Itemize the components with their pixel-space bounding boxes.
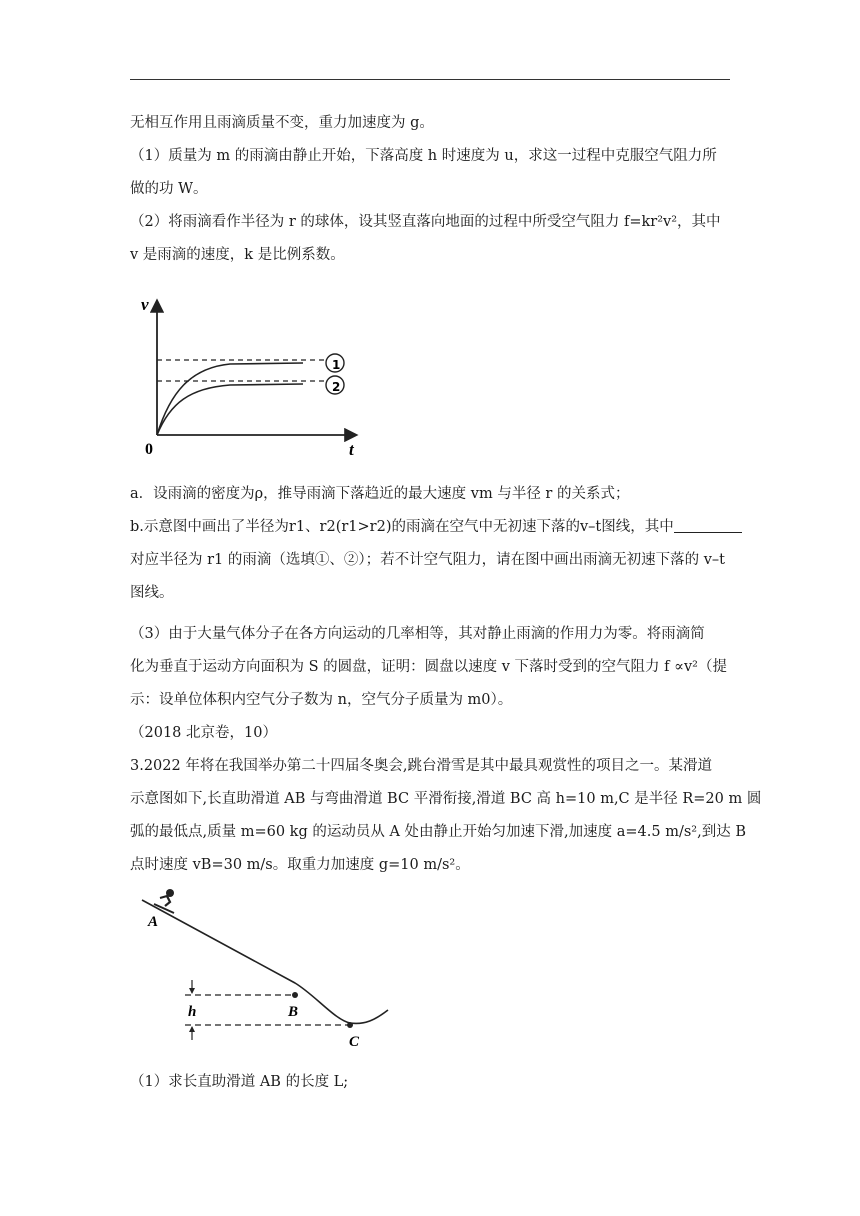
curve-1: [157, 363, 303, 435]
question-3-line-3: 示：设单位体积内空气分子数为 n，空气分子质量为 m0）。: [130, 692, 513, 708]
intro-line: 无相互作用且雨滴质量不变，重力加速度为 g。: [130, 115, 434, 131]
question-2-line-2: v 是雨滴的速度，k 是比例系数。: [130, 247, 345, 263]
svg-text:1: 1: [332, 358, 341, 372]
question-b-line-3: 图线。: [130, 585, 174, 601]
curve-2: [157, 384, 303, 435]
problem-3-question-1: （1）求长直助滑道 AB 的长度 L;: [130, 1074, 349, 1090]
v-label: v: [141, 295, 149, 314]
answer-blank: [674, 518, 742, 533]
svg-text:2: 2: [332, 380, 341, 394]
question-1-line-2: 做的功 W。: [130, 181, 208, 197]
point-B: [292, 992, 298, 998]
problem-3-line-3: 弧的最低点,质量 m=60 kg 的运动员从 A 处由静止开始匀加速下滑,加速度 a=4.5 m/s²,到达 B: [130, 824, 746, 840]
question-b-text: b.示意图中画出了半径为r1、r2(r1>r2)的雨滴在空气中无初速下落的v–t图线，其中: [130, 519, 674, 535]
question-b-line-1: [130, 517, 742, 537]
question-2-line-1: （2）将雨滴看作半径为 r 的球体，设其竖直落向地面的过程中所受空气阻力 f=kr²v²，其中: [130, 214, 721, 230]
label-A: A: [148, 914, 159, 930]
problem-3-line-4: 点时速度 vB=30 m/s。取重力加速度 g=10 m/s²。: [130, 857, 470, 873]
problem-3-line-1: 3.2022 年将在我国举办第二十四届冬奥会,跳台滑雪是其中最具观赏性的项目之一。某滑道: [130, 758, 712, 774]
t-label: t: [349, 440, 354, 459]
origin-label: 0: [145, 441, 153, 458]
ski-slope-diagram: [140, 880, 400, 1055]
point-C: [347, 1022, 353, 1028]
slope-track: [142, 900, 388, 1023]
header-rule: [130, 79, 730, 80]
question-b-line-2: 对应半径为 r1 的雨滴（选填①、②）；若不计空气阻力，请在图中画出雨滴无初速下落的 v–t: [130, 552, 725, 568]
curve-number-marks: [326, 355, 346, 395]
question-1-line-1: （1）质量为 m 的雨滴由静止开始，下落高度 h 时速度为 u，求这一过程中克服空气阻力所: [130, 148, 717, 164]
question-3-line-2: 化为垂直于运动方向面积为 S 的圆盘，证明：圆盘以速度 v 下落时受到的空气阻力 f ∝v²（提: [130, 659, 727, 675]
label-B: B: [288, 1004, 299, 1020]
source-citation: （2018 北京卷，10）: [130, 725, 277, 741]
problem-3-line-2: 示意图如下,长直助滑道 AB 与弯曲滑道 BC 平滑衔接,滑道 BC 高 h=10 m,C 是半径 R=20 m 圆: [130, 791, 762, 807]
label-C: C: [349, 1034, 360, 1050]
skier-icon: [154, 889, 174, 913]
label-h: h: [188, 1004, 197, 1020]
question-3-line-1: （3）由于大量气体分子在各方向运动的几率相等，其对静止雨滴的作用力为零。将雨滴简: [130, 626, 705, 642]
question-a: a．设雨滴的密度为ρ，推导雨滴下落趋近的最大速度 vm 与半径 r 的关系式；: [130, 486, 630, 502]
